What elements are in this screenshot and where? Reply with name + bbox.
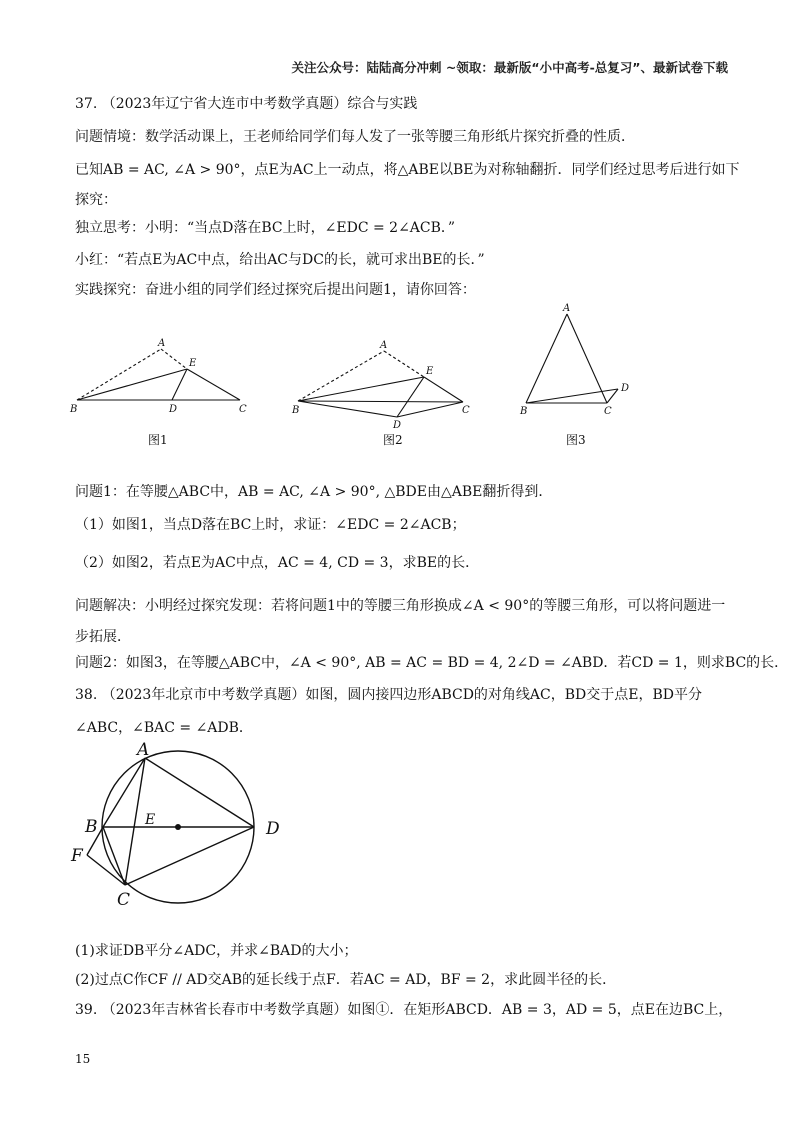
fig4-label-a: A	[137, 740, 150, 760]
problem-37-title: 37. （2023年辽宁省大连市中考数学真题）综合与实践	[75, 96, 418, 112]
fig3-label-d: D	[621, 383, 630, 394]
fig2-label-c: C	[462, 405, 470, 416]
problem-37-solve-cont: 步拓展．	[75, 629, 131, 645]
fig1-label-b: B	[70, 404, 78, 415]
fig2-label-b: B	[292, 405, 300, 416]
fig2-segment-ae	[384, 351, 424, 377]
fig2-label-a: A	[380, 340, 388, 351]
problem-38-part-1: (1)求证DB平分∠ADC，并求∠BAD的大小；	[75, 943, 358, 959]
problem-38-title-cont: ∠ABC，∠BAC = ∠ADB．	[75, 720, 253, 736]
problem-38-title: 38. （2023年北京市中考数学真题）如图，圆内接四边形ABCD的对角线AC，BD交于点E，BD平分	[75, 687, 703, 703]
fig2-caption: 图2	[383, 433, 403, 447]
fig4-segment-cd	[125, 827, 254, 885]
fig2-segment-bd	[298, 401, 397, 417]
fig2-label-e: E	[426, 366, 434, 377]
page-number: 15	[75, 1052, 91, 1066]
fig1-label-d: D	[169, 404, 178, 415]
problem-38-part-2: (2)过点C作CF // AD交AB的延长线于点F．若AC = AD，BF = 2，求此圆半径的长．	[75, 972, 617, 988]
problem-37-xiaohong: 小红：“若点E为AC中点，给出AC与DC的长，就可求出BE的长．”	[75, 252, 485, 268]
fig1-segment-ab	[77, 349, 161, 400]
problem-37-context: 问题情境：数学活动课上，王老师给同学们每人发了一张等腰三角形纸片探究折叠的性质．	[75, 129, 635, 145]
fig1-label-e: E	[189, 358, 197, 369]
problem-39-title: 39. （2023年吉林省长春市中考数学真题）如图①．在矩形ABCD．AB = 3，AD = 5，点E在边BC上，	[75, 1002, 733, 1018]
fig4-segment-ad	[145, 758, 254, 827]
page-header: 关注公众号：陆陆高分冲刺 ~领取：最新版“小中高考-总复习”、最新试卷下载	[291, 60, 728, 75]
question-1-part-2: （2）如图2，若点E为AC中点，AC = 4, CD = 3，求BE的长．	[75, 555, 480, 571]
fig4-label-e: E	[145, 812, 156, 828]
fig2-segment-dc	[397, 402, 463, 417]
fig2-segment-ab	[298, 351, 384, 401]
fig3-label-b: B	[520, 406, 528, 417]
fig3-label-a: A	[563, 303, 571, 314]
problem-37-xiaoming: 独立思考：小明：“当点D落在BC上时，∠EDC = 2∠ACB．”	[75, 220, 456, 236]
problem-37-given-cont: 探究：	[75, 192, 117, 208]
problem-37-explore: 实践探究：奋进小组的同学们经过探究后提出问题1，请你回答：	[75, 282, 476, 298]
fig3-label-c: C	[604, 406, 612, 417]
fig3-segment-ab	[526, 314, 567, 403]
problem-37-given: 已知AB = AC, ∠A > 90°，点E为AC上一动点，将△ABE以BE为对称轴翻折．同学们经过思考后进行如下	[75, 162, 740, 178]
fig4-label-f: F	[71, 846, 83, 866]
problem-37-solve: 问题解决：小明经过探究发现：若将问题1中的等腰三角形换成∠A < 90°的等腰三角形，可以将问题进一	[75, 598, 726, 614]
figure-1	[65, 335, 265, 420]
fig1-label-c: C	[239, 404, 247, 415]
fig4-segment-ac	[125, 758, 145, 885]
fig3-segment-ac	[567, 314, 607, 403]
fig1-segment-be	[77, 369, 187, 400]
fig4-center-dot	[175, 824, 181, 830]
question-1-part-1: （1）如图1，当点D落在BC上时，求证：∠EDC = 2∠ACB；	[75, 517, 466, 533]
fig1-label-a: A	[158, 338, 166, 349]
fig3-segment-cd	[607, 389, 618, 403]
fig3-caption: 图3	[566, 433, 586, 447]
fig4-label-d: D	[266, 819, 280, 839]
figure-2	[288, 335, 478, 430]
fig4-segment-ab	[103, 758, 145, 827]
fig1-segment-ed	[172, 369, 187, 400]
figure-3	[512, 300, 642, 420]
fig1-caption: 图1	[148, 433, 168, 447]
question-1-statement: 问题1：在等腰△ABC中，AB = AC, ∠A > 90°, △BDE由△ABE翻折得到．	[75, 484, 553, 500]
fig4-label-b: B	[85, 817, 98, 837]
fig2-segment-bc	[298, 401, 463, 402]
fig2-segment-de	[397, 377, 424, 417]
question-2-statement: 问题2：如图3，在等腰△ABC中，∠A < 90°, AB = AC = BD = 4, 2∠D = ∠ABD．若CD = 1，则求BC的长．	[75, 655, 789, 671]
fig1-segment-ec	[187, 369, 240, 400]
figure-4	[65, 738, 305, 913]
fig4-label-c: C	[117, 890, 131, 910]
fig2-label-d: D	[393, 420, 402, 430]
fig2-segment-be	[298, 377, 424, 401]
fig2-segment-ec	[424, 377, 463, 402]
fig1-segment-ae	[161, 349, 187, 369]
